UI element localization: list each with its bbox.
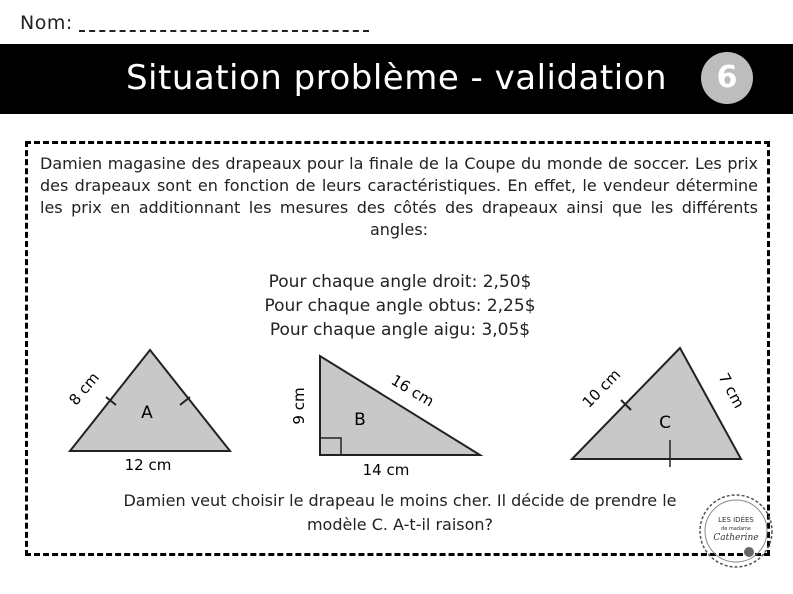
triangle-c-label: C [659,413,671,433]
triangle-b-shape [320,356,480,455]
logo-text-line2: de madame [721,526,751,532]
triangle-b-base-label: 14 cm [362,461,410,479]
triangle-a-side-label: 8 cm [65,368,104,409]
problem-question: Damien veut choisir le drapeau le moins cher. Il décide de prendre le modèle C. A-t-il raison? [123,491,677,534]
triangle-b-hypotenuse-label: 16 cm [387,370,438,411]
problem-number-badge: 6 [701,52,753,104]
name-label: Nom: [20,12,73,34]
triangle-a-label: A [141,403,153,423]
logo-text-line3: Catherine [713,533,759,543]
triangle-c [572,348,748,467]
triangle-c-right-side-label: 7 cm [714,370,749,412]
triangle-a [65,350,230,474]
triangle-a-base-label: 12 cm [124,456,172,474]
triangle-a-shape [70,350,230,451]
problem-intro: Damien magasine des drapeaux pour la finale de la Coupe du monde de soccer. Les prix des drapeaux sont en fonction de leurs caractéristiques. En effet, le vendeur détermine les prix en additionnant les mesures des côtés des drapeaux ainsi que les différents angles: [40,154,758,239]
price-right-angle: Pour chaque angle droit: 2,50$ [268,272,532,292]
page-title: Situation problème - validation [125,58,668,98]
triangle-b-label: B [354,410,366,430]
author-logo [697,492,775,570]
price-obtuse-angle: Pour chaque angle obtus: 2,25$ [264,296,536,316]
logo-text-line1: LES IDÉES [718,516,754,524]
triangle-c-side-label: 10 cm [578,365,625,412]
triangle-b [290,356,480,479]
price-acute-angle: Pour chaque angle aigu: 3,05$ [269,320,531,340]
triangle-b-side-label: 9 cm [290,387,308,425]
logo-owl-icon [744,547,754,557]
